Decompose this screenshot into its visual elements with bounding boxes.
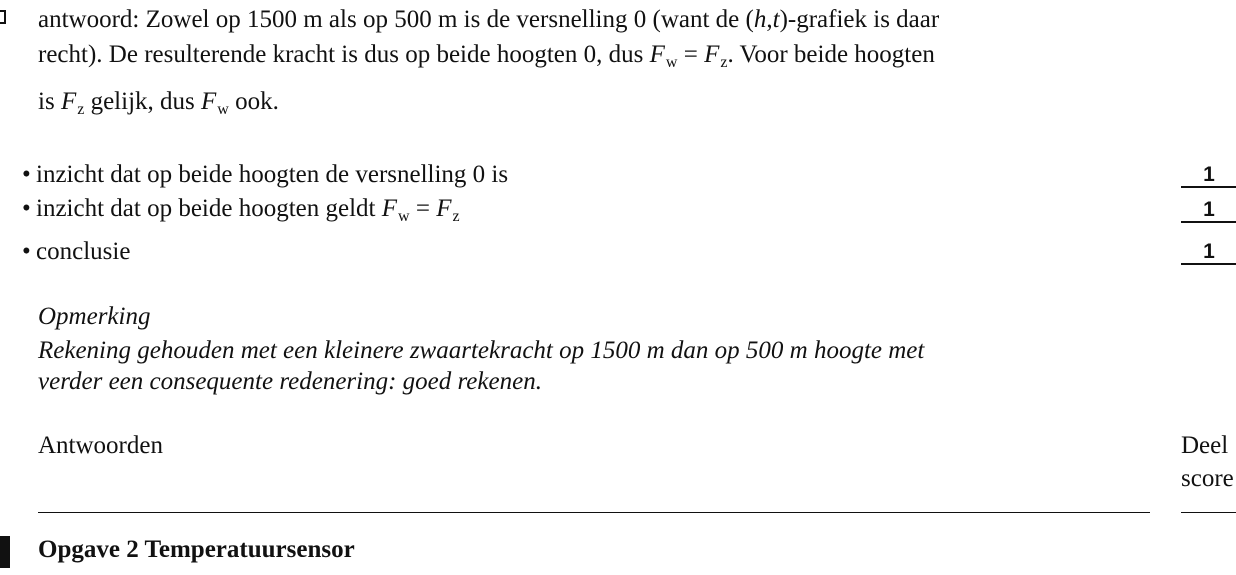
subscript-z: z xyxy=(720,54,728,71)
symbol-f: F xyxy=(201,88,217,115)
score-1: 1 xyxy=(1181,164,1236,188)
equals-sign: = xyxy=(409,195,437,222)
answer-line-1 xyxy=(38,6,939,34)
symbol-f: F xyxy=(649,41,665,68)
answer-text: is xyxy=(38,88,61,115)
symbol-f: F xyxy=(381,195,398,222)
answer-text: )-grafiek is daar xyxy=(779,6,940,33)
bullet: • xyxy=(22,238,31,265)
subscript-z: z xyxy=(452,208,460,225)
score-3: 1 xyxy=(1181,241,1236,265)
score-label: score xyxy=(1181,465,1234,492)
divider-right xyxy=(1181,512,1236,513)
section-heading: Opgave 2 Temperatuursensor xyxy=(38,536,355,563)
remark-line-1: Rekening gehouden met een kleinere zwaartekracht op 1500 m dan op 500 m hoogte met xyxy=(38,337,925,364)
criterion-3 xyxy=(22,238,130,266)
answer-line-2 xyxy=(38,41,935,72)
answer-text: recht). De resulterende kracht is dus op beide hoogten 0, dus xyxy=(38,41,650,68)
answer-text: ook. xyxy=(228,88,279,115)
symbol-f: F xyxy=(60,88,77,115)
symbol-f: F xyxy=(704,41,720,68)
criterion-1 xyxy=(22,161,508,189)
answer-text: . Voor beide hoogten xyxy=(727,41,935,68)
remark-title: Opmerking xyxy=(38,303,151,330)
score-2: 1 xyxy=(1181,199,1236,223)
section-marker xyxy=(0,536,10,568)
criterion-text: conclusie xyxy=(36,238,131,265)
deel-label: Deel xyxy=(1181,432,1229,459)
equals-sign: = xyxy=(677,41,705,68)
subscript-w: w xyxy=(665,54,678,71)
subscript-w: w xyxy=(217,101,229,118)
checkbox-marker xyxy=(0,10,6,24)
criterion-2 xyxy=(22,195,460,226)
symbol-f: F xyxy=(436,195,452,222)
divider-left xyxy=(38,512,1150,513)
subscript-w: w xyxy=(398,208,410,225)
comma: , xyxy=(766,6,773,33)
formula-fw-eq-fz xyxy=(649,41,728,71)
answer-text: gelijk, dus xyxy=(84,88,201,115)
answer-line-3 xyxy=(38,88,279,119)
answer-text: antwoord: Zowel op 1500 m als op 500 m is de versnelling 0 (want de ( xyxy=(38,6,754,33)
answers-column-label: Antwoorden xyxy=(38,432,163,459)
var-t: t xyxy=(772,6,780,33)
subscript-z: z xyxy=(77,101,85,118)
criterion-text: inzicht dat op beide hoogten geldt xyxy=(36,195,382,222)
formula-fw-eq-fz xyxy=(381,195,460,225)
bullet: • xyxy=(22,195,31,222)
remark-line-2: verder een consequente redenering: goed rekenen. xyxy=(38,368,542,395)
bullet: • xyxy=(22,161,31,188)
var-h: h xyxy=(753,6,767,33)
criterion-text: inzicht dat op beide hoogten de versnelling 0 is xyxy=(36,161,509,188)
